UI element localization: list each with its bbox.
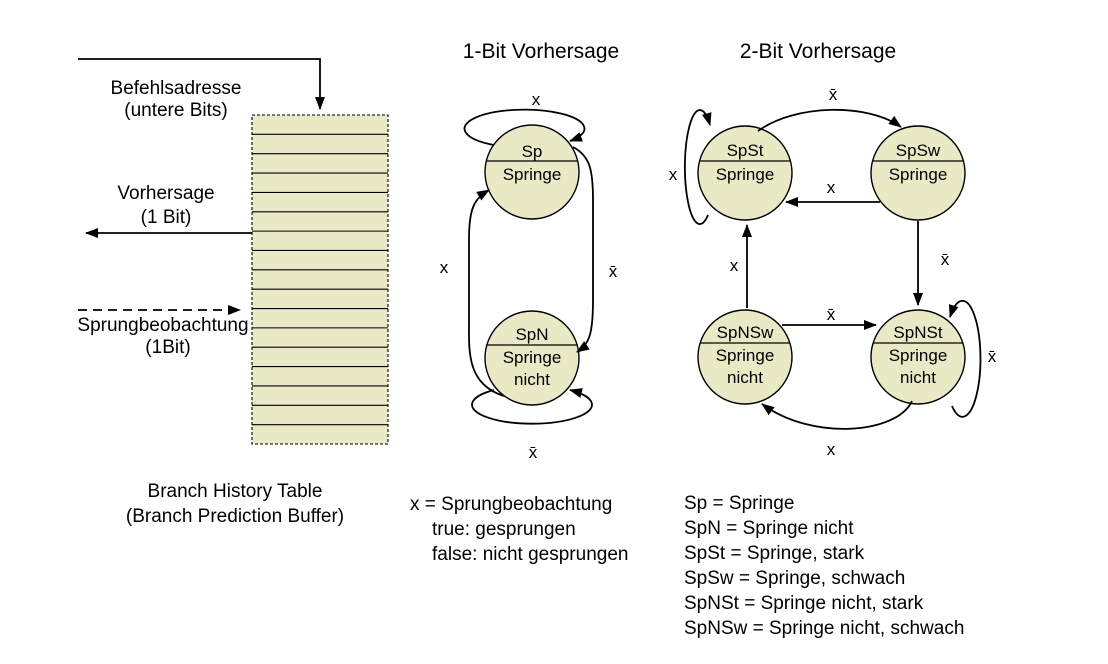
state-spst-line1: Springe: [715, 165, 775, 184]
two-bit-title: 2-Bit Vorhersage: [739, 40, 897, 63]
legend-state-spst: SpSt = Springe, stark: [684, 543, 865, 564]
edge-label-spn-to-sp: x: [439, 258, 449, 277]
edge-label-spnst-self: x̄: [987, 347, 997, 366]
state-spsw-line1: Springe: [888, 165, 948, 184]
legend-state-spn: SpN = Springe nicht: [684, 518, 854, 539]
edge-spnst-to-spnsw: [762, 401, 912, 429]
bht-address-label-line2: (untere Bits): [124, 100, 228, 121]
one-bit-title: 1-Bit Vorhersage: [462, 40, 620, 63]
state-spnst-line1: Springe: [888, 346, 948, 365]
legend-state-spnsw: SpNSw = Springe nicht, schwach: [684, 618, 965, 639]
bht-prediction-label-line2: (1 Bit): [140, 207, 192, 228]
bht-prediction-label-line1: Vorhersage: [117, 183, 215, 204]
state-spnsw-line1: Springe: [715, 346, 775, 365]
edge-label-spst-to-spsw: x̄: [828, 85, 838, 104]
state-spn-name: SpN: [515, 325, 549, 344]
edge-label-spnsw-to-spnst: x̄: [826, 305, 836, 324]
edge-label-spsw-to-spst: x: [826, 178, 836, 197]
bht-section: [77, 59, 388, 527]
legend-states-section: [684, 493, 964, 639]
state-spnst-line2: nicht: [900, 368, 936, 387]
state-sp-line1: Springe: [502, 165, 562, 184]
bht-observation-label-line1: Sprungbeobachtung: [77, 315, 249, 336]
state-spn-line2: nicht: [514, 370, 550, 389]
state-spsw-name: SpSw: [895, 141, 941, 160]
edge-label-spn-self: x̄: [528, 443, 538, 462]
bht-caption-line2: (Branch Prediction Buffer): [125, 506, 345, 527]
legend-x-section: [410, 494, 628, 565]
edge-label-sp-to-spn: x̄: [608, 262, 618, 281]
legend-state-sp: Sp = Springe: [684, 493, 795, 514]
edge-label-spnsw-to-spst: x: [729, 256, 739, 275]
edge-spst-to-spsw: [758, 110, 901, 131]
state-spnsw-line2: nicht: [727, 368, 763, 387]
bht-observation-label-line2: (1Bit): [145, 337, 191, 358]
state-spn-line1: Springe: [502, 348, 562, 367]
legend-x-line2: true: gesprungen: [432, 519, 576, 540]
legend-x-line3: false: nicht gesprungen: [432, 544, 629, 565]
state-spnst-name: SpNSt: [893, 323, 943, 342]
edge-label-spsw-to-spnst: x̄: [940, 250, 950, 269]
legend-state-spnst: SpNSt = Springe nicht, stark: [684, 593, 924, 614]
edge-label-spnst-to-spnsw: x: [826, 440, 836, 459]
two-bit-section: [669, 40, 997, 459]
bht-table: [252, 115, 388, 444]
state-spnsw-name: SpNSw: [716, 323, 774, 342]
legend-state-spsw: SpSw = Springe, schwach: [684, 568, 906, 589]
state-spst-name: SpSt: [726, 141, 764, 160]
bht-address-label-line1: Befehlsadresse: [110, 78, 242, 99]
edge-label-spst-self: x: [668, 165, 678, 184]
legend-x-line1: x = Sprungbeobachtung: [410, 494, 613, 515]
one-bit-section: [440, 40, 619, 462]
state-sp-name: Sp: [521, 142, 543, 161]
bht-caption-line1: Branch History Table: [147, 481, 323, 502]
edge-label-sp-self: x: [531, 90, 541, 109]
